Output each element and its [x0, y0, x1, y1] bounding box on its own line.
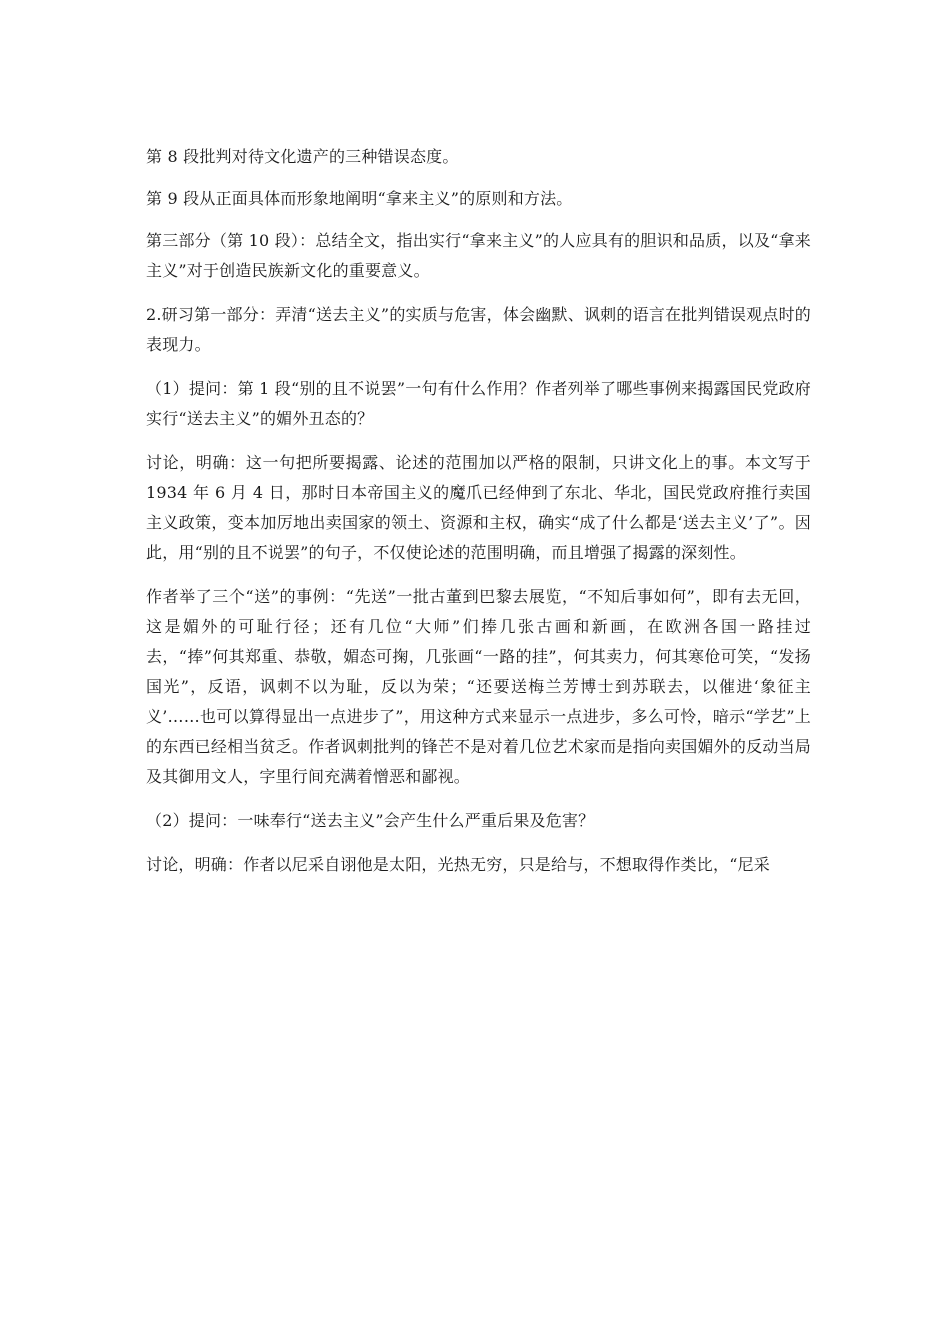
- paragraph-section-9-summary: 第 9 段从正面具体而形象地阐明“拿来主义”的原则和方法。: [146, 189, 573, 208]
- paragraph-part-three-summary: 第三部分（第 10 段）：总结全文，指出实行“拿来主义”的人应具有的胆识和品质，以及“拿来主义”对于创造民族新文化的重要意义。: [146, 231, 811, 280]
- paragraph-discussion-2: 讨论，明确：作者以尼采自诩他是太阳，光热无穷，只是给与，不想取得作类比，“尼采: [146, 855, 770, 874]
- paragraph-section-8-summary: 第 8 段批判对待文化遗产的三种错误态度。: [146, 147, 459, 166]
- paragraph-question-1: （1）提问：第 1 段“别的且不说罢”一句有什么作用？作者列举了哪些事例来揭露国民党政府实行“送去主义”的媚外丑态的？: [146, 379, 811, 428]
- paragraph-study-part-one: 2.研习第一部分：弄清“送去主义”的实质与危害，体会幽默、讽刺的语言在批判错误观点时的表现力。: [146, 305, 811, 354]
- document-body: [146, 142, 811, 880]
- paragraph-discussion-1: 讨论，明确：这一句把所要揭露、论述的范围加以严格的限制，只讲文化上的事。本文写于 1934 年 6 月 4 日，那时日本帝国主义的魔爪已经伸到了东北、华北，国民党政府推行卖国主义政策，变本加厉地出卖国家的领土、资源和主权，确实“成了什么都是‘送去主义’了”。因此，用“别的且不说罢”的句子，不仅使论述的范围明确，而且增强了揭露的深刻性。: [146, 453, 811, 562]
- paragraph-question-2: （2）提问：一味奉行“送去主义”会产生什么严重后果及危害？: [146, 811, 595, 830]
- paragraph-three-examples: 作者举了三个“送”的事例：“先送”一批古董到巴黎去展览，“不知后事如何”，即有去无回，这是媚外的可耻行径；还有几位“大师”们捧几张古画和新画，在欧洲各国一路挂过去，“捧”何其郑重、恭敬，媚态可掬，几张画“一路的挂”，何其卖力，何其寒伧可笑，“发扬国光”，反语，讽刺不以为耻，反以为荣；“还要送梅兰芳博士到苏联去，以催进‘象征主义’……也可以算得显出一点进步了”，用这种方式来显示一点进步，多么可怜，暗示“学艺”上的东西已经相当贫乏。作者讽刺批判的锋芒不是对着几位艺术家而是指向卖国媚外的反动当局及其御用文人，字里行间充满着憎恶和鄙视。: [146, 587, 811, 786]
